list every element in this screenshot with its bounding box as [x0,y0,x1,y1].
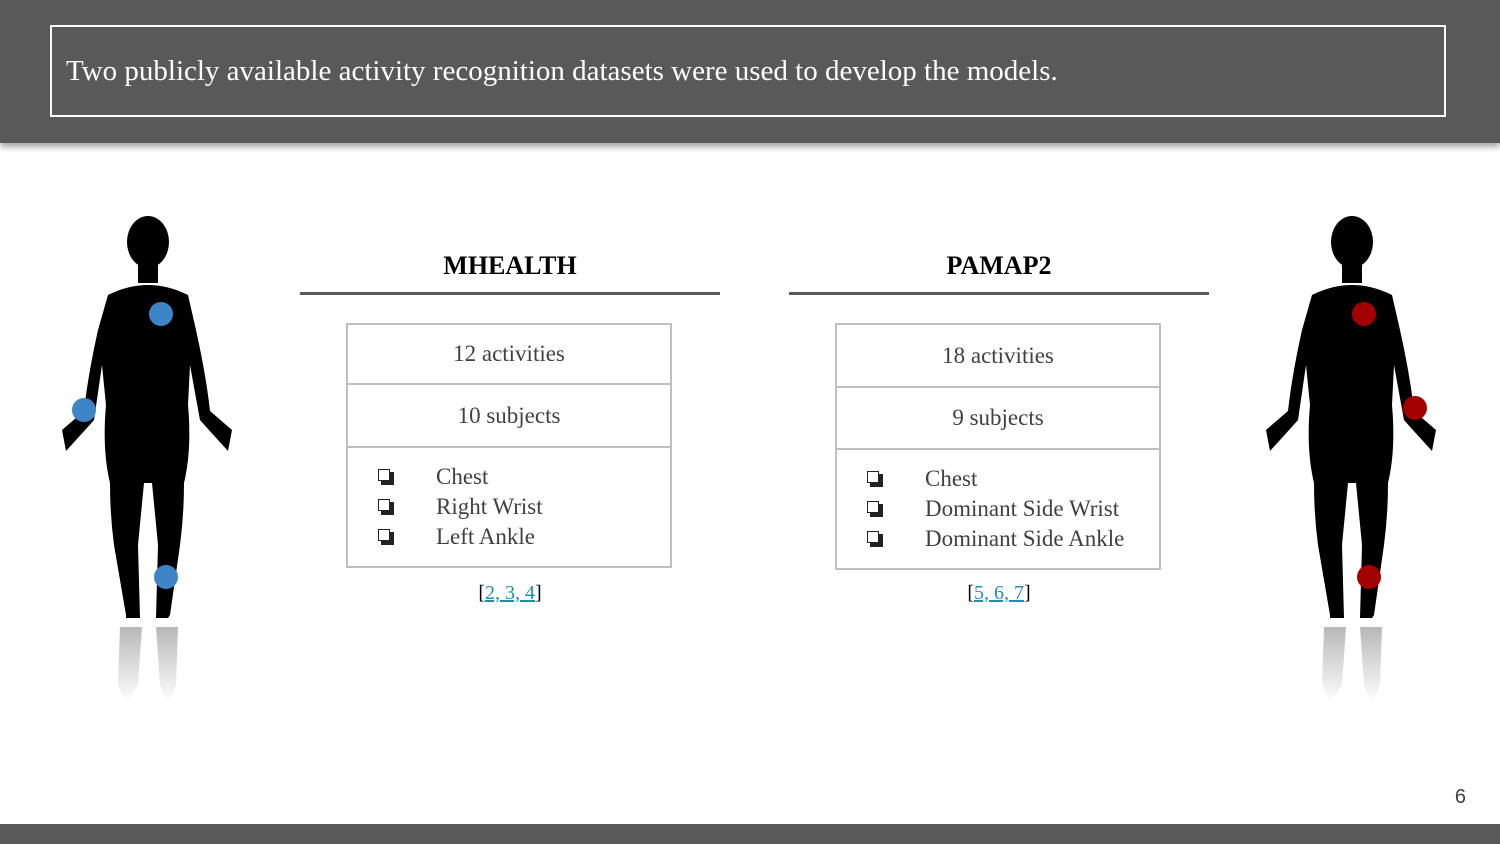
references [789,582,1209,605]
sensor-label: Dominant Side Wrist [925,496,1120,521]
sensor-list [348,448,670,566]
checkbox-bullet-icon [867,531,883,547]
sensors-cell [837,450,1159,568]
dataset-mhealth [300,250,720,604]
dataset-pamap2 [789,250,1209,604]
title-divider [300,292,720,295]
sensor-label: Chest [925,466,978,491]
reference-link[interactable]: 2, 3, 4 [485,582,535,604]
sensor-label: Dominant Side Ankle [925,526,1125,551]
right-human-figure [1262,215,1442,705]
checkbox-bullet-icon [867,471,883,487]
checkbox-bullet-icon [867,501,883,517]
left-human-figure [60,215,240,705]
wrist-sensor-dot [72,398,96,422]
page-number: 6 [1454,786,1466,808]
header-box [50,25,1446,117]
ankle-sensor-dot [1357,565,1381,589]
ref-bracket-open: [ [967,582,974,604]
reference-link[interactable]: 5, 6, 7 [974,582,1024,604]
checkbox-bullet-icon [378,529,394,545]
title-divider [789,292,1209,295]
subjects-cell: 10 subjects [348,385,670,448]
sensor-label: Chest [436,464,489,489]
checkbox-bullet-icon [378,499,394,515]
human-silhouette-icon [60,215,240,705]
activities-cell: 18 activities [837,325,1159,388]
human-silhouette-icon [1262,215,1442,705]
sensors-cell [348,448,670,566]
sensor-label: Left Ankle [436,524,535,549]
list-item [378,522,670,552]
list-item [378,462,670,492]
ref-bracket-close: ] [1024,582,1031,604]
wrist-sensor-dot [1403,396,1427,420]
activities-cell: 12 activities [348,325,670,385]
dataset-info-table [835,323,1161,570]
dataset-title: PAMAP2 [946,251,1052,280]
references [300,582,720,605]
sensor-label: Right Wrist [436,494,543,519]
subjects-cell: 9 subjects [837,388,1159,450]
dataset-info-table [346,323,672,568]
checkbox-bullet-icon [378,469,394,485]
ankle-sensor-dot [154,565,178,589]
slide-title: Two publicly available activity recognition datasets were used to develop the models. [66,54,1058,87]
footer-band [0,824,1500,844]
ref-bracket-close: ] [535,582,542,604]
ref-bracket-open: [ [478,582,485,604]
chest-sensor-dot [149,302,173,326]
header-band [0,0,1500,143]
list-item [867,524,1159,554]
list-item [867,464,1159,494]
dataset-title: MHEALTH [443,251,577,280]
list-item [867,494,1159,524]
chest-sensor-dot [1352,302,1376,326]
list-item [378,492,670,522]
sensor-list [837,450,1159,568]
